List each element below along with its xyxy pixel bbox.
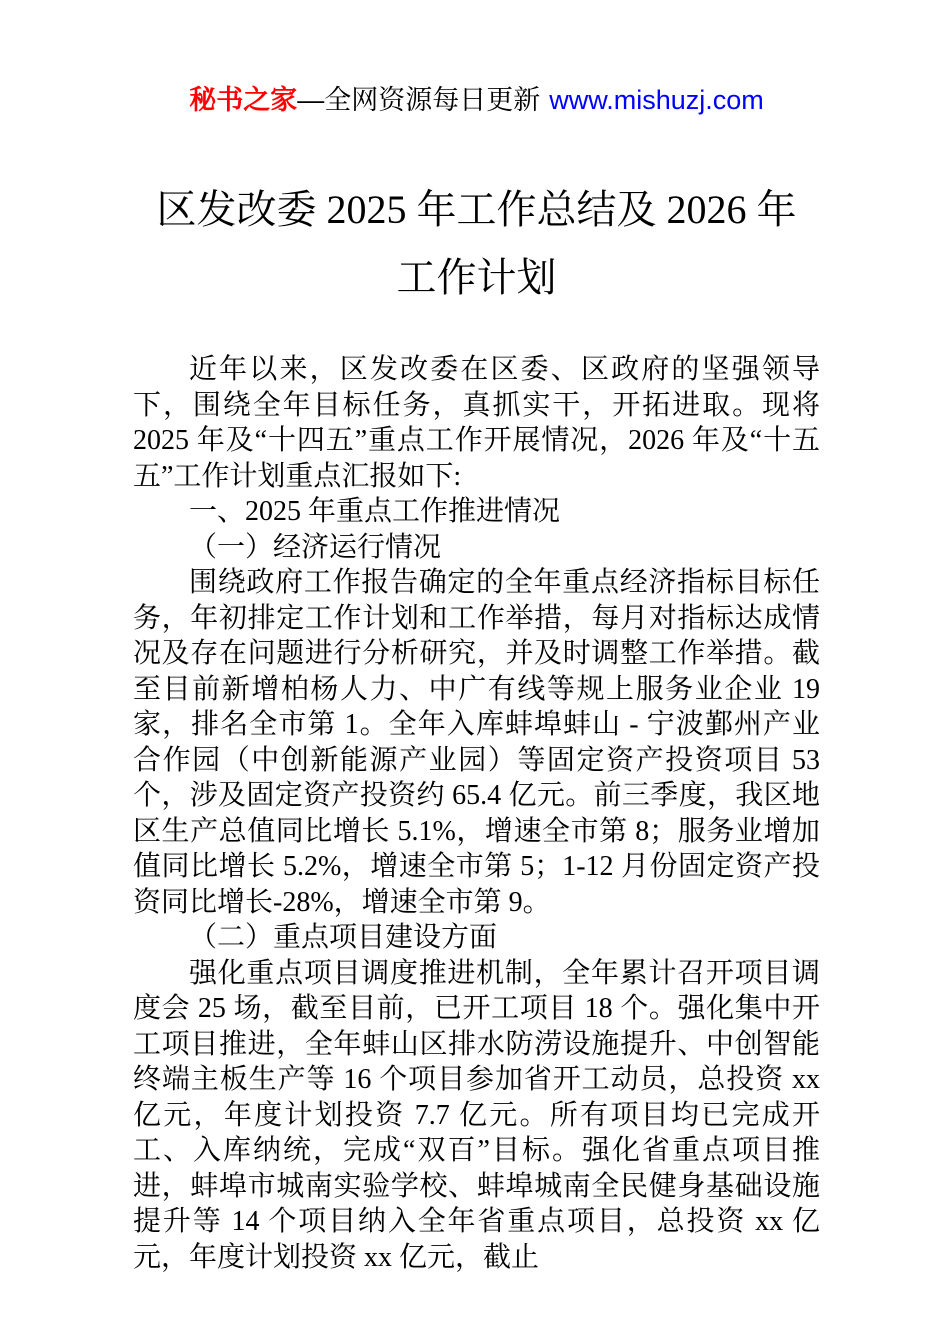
- title-line-2: 工作计划: [396, 255, 557, 300]
- paragraph-key-projects: 强化重点项目调度推进机制，全年累计召开项目调度会 25 场，截至目前，已开工项目 18 个。强化集中开工项目推进，全年蚌山区排水防涝设施提升、中创智能终端主板生产等 16 个项目参加省开工动员，总投资 xx 亿元，年度计划投资 7.7 亿元。所有项目均已完成开工、入库纳统，完成“双百”目标。强化省重点项目推进，蚌埠市城南实验学校、蚌埠城南全民健身基础设施提升等 14 个项目纳入全年省重点项目，总投资 xx 亿元，年度计划投资 xx 亿元，截止: [133, 957, 820, 1273]
- paragraph-intro: 近年以来，区发改委在区委、区政府的坚强领导下，围绕全年目标任务，真抓实干，开拓进取。现将 2025 年及“十四五”重点工作开展情况，2026 年及“十五五”工作计划重点汇报如下:: [133, 354, 820, 492]
- header-brand-text: 秘书之家: [189, 85, 298, 115]
- header-tagline-text: —全网资源每日更新: [297, 85, 541, 115]
- title-line-1: 区发改委 2025 年工作总结及 2026 年: [156, 187, 797, 232]
- document-body: [133, 352, 820, 1275]
- document-title: [133, 176, 820, 312]
- heading-economic-operation: （一）经济运行情况: [189, 531, 442, 563]
- paragraph-economic-operation: 围绕政府工作报告确定的全年重点经济指标目标任务，年初排定工作计划和工作举措，每月对指标达成情况及存在问题进行分析研究，并及时调整工作举措。截至目前新增柏杨人力、中广有线等规上服务业企业 19 家，排名全市第 1。全年入库蚌埠蚌山 - 宁波鄞州产业合作园（中创新能源产业园）等固定资产投资项目 53 个，涉及固定资产投资约 65.4 亿元。前三季度，我区地区生产总值同比增长 5.1%，增速全市第 8；服务业增加值同比增长 5.2%，增速全市第 5；1-12 月份固定资产投资同比增长-28%，增速全市第 9。: [133, 567, 820, 918]
- heading-section-one: 一、2025 年重点工作推进情况: [189, 496, 561, 527]
- site-header: [133, 84, 820, 116]
- heading-key-projects: （二）重点项目建设方面: [189, 922, 498, 953]
- header-url-link[interactable]: www.mishuzj.com: [549, 85, 764, 115]
